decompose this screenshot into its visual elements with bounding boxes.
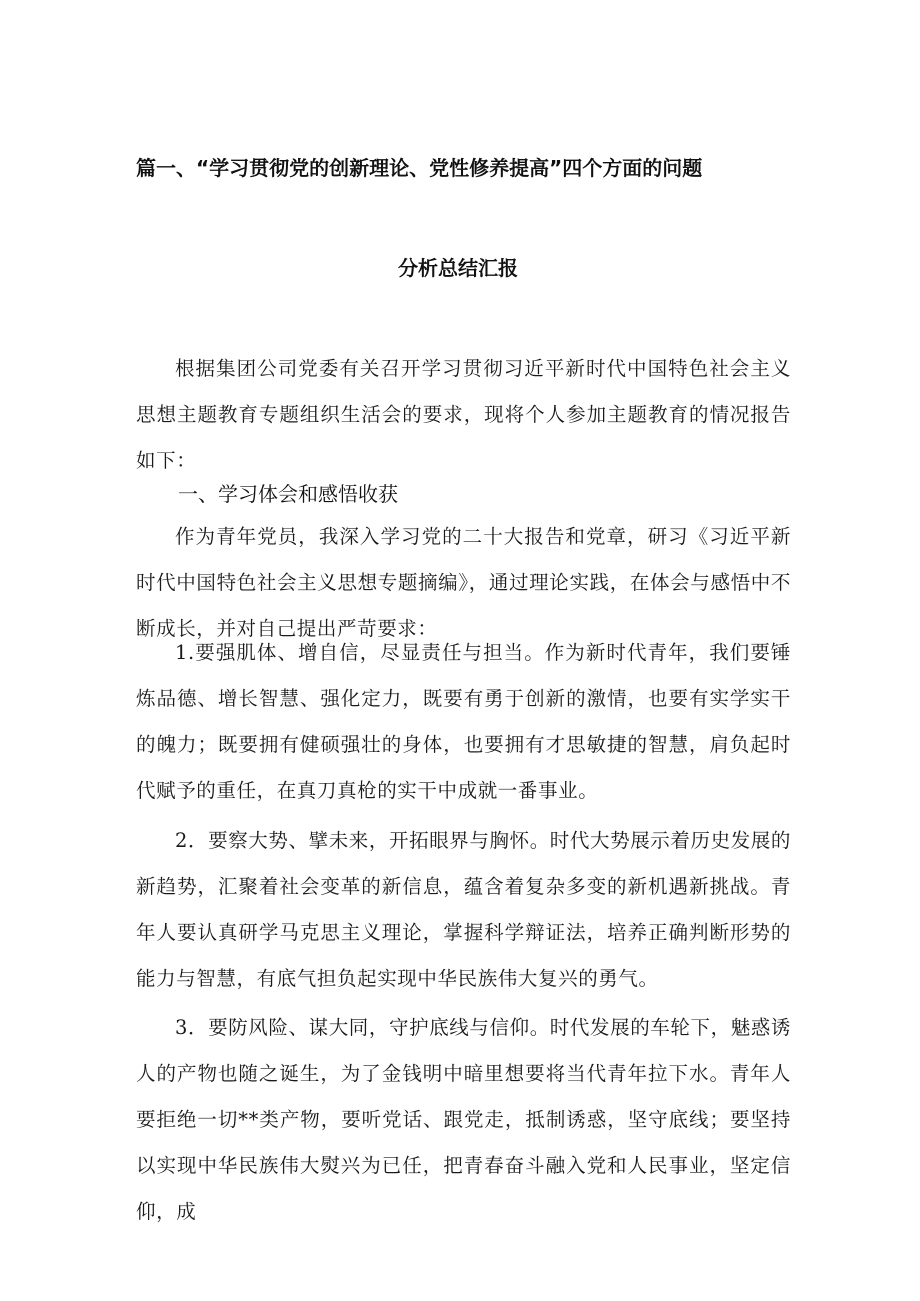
intro-paragraph: 根据集团公司党委有关召开学习贯彻习近平新时代中国特色社会主义思想主题教育专题组织生活会的要求，现将个人参加主题教育的情况报告如下：	[136, 357, 791, 472]
list-item-3: 3．要防风险、谋大同，守护底线与信仰。时代发展的车轮下，魅惑诱人的产物也随之诞生，为了金钱明中暗里想要将当代青年拉下水。青年人要拒绝一切**类产物，要听党话、跟党走，抵制诱惑，坚守底线；要坚持以实现中华民族伟大熨兴为已任，把青春奋斗融入党和人民事业，坚定信仰，成	[136, 1016, 792, 1223]
list-item-1: 1.要强肌体、增自信，尽显责任与担当。作为新时代青年，我们要锤炼品德、增长智慧、强化定力，既要有勇于创新的激情，也要有实学实干的魄力；既要拥有健硕强壮的身体，也要拥有才思敏捷的智慧，肩负起时代赋予的重任，在真刀真枪的实干中成就一番事业。	[136, 641, 791, 802]
document-title-line-1: 篇一、“学习贯彻党的创新理论、党性修养提高”四个方面的问题	[136, 156, 703, 180]
list-item-2: 2．要察大势、擘未来，开拓眼界与胸怀。时代大势展示着历史发展的新趋势，汇聚着社会变革的新信息，蕴含着复杂多变的新机遇新挑战。青年人要认真研学马克思主义理论，掌握科学辩证法，培养正确判断形势的能力与智慧，有底气担负起实现中华民族伟大复兴的勇气。	[136, 829, 792, 990]
document-title-line-2: 分析总结汇报	[398, 256, 518, 280]
section-heading-1: 一、学习体会和感悟收获	[178, 482, 398, 506]
section-1-paragraph: 作为青年党员，我深入学习党的二十大报告和党章，研习《习近平新时代中国特色社会主义思想专题摘编》，通过理论实践，在体会与感悟中不断成长，并对自己提出严苛要求：	[136, 525, 791, 640]
